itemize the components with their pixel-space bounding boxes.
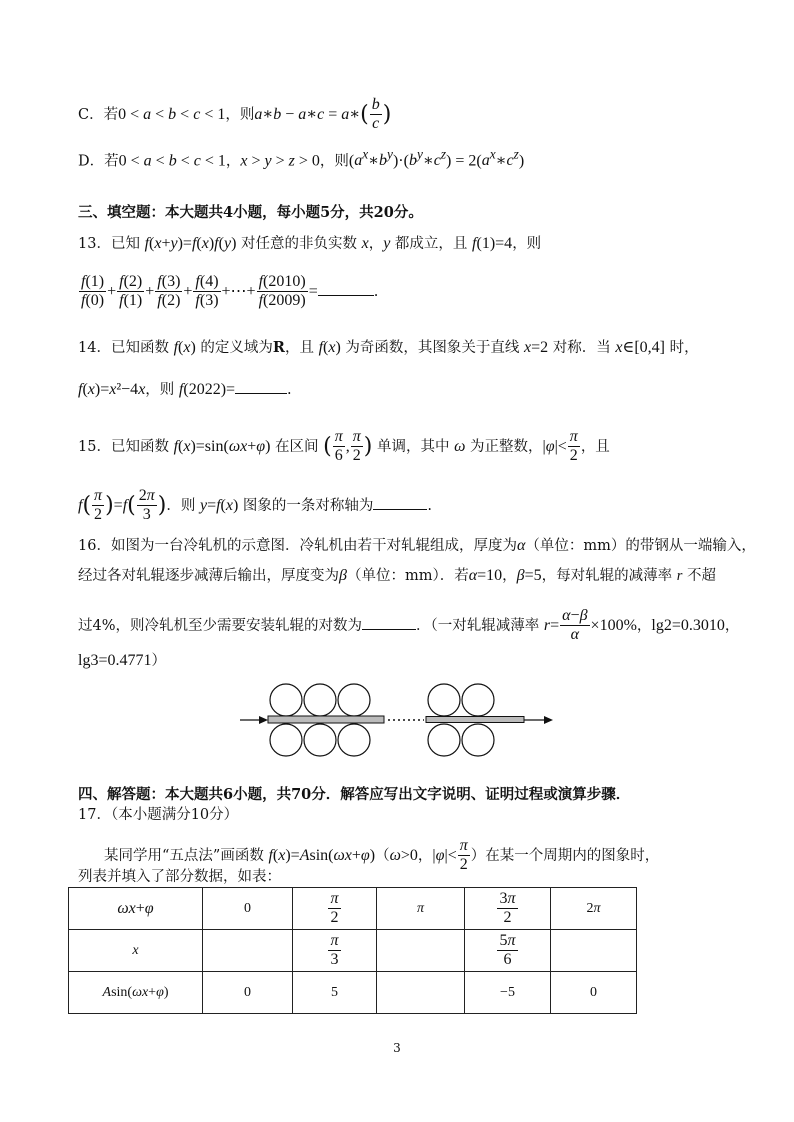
question-16-line-3: 过4%，则冷轧机至少需要安装轧辊的对数为 ．（一对轧辊减薄率 r= $\frac{\alpha-\beta}{\alpha}$ ×100%，lg2=0.3010， bbox=[78, 607, 740, 644]
table-cell: 0 bbox=[203, 888, 293, 930]
question-17-line-1: 某同学用“五点法”画函数 f(x)=Asin(ωx+φ)（ω>0，|φ|< $\frac{\pi}{2}$ ）在某一个周期内的图象时， bbox=[104, 837, 660, 874]
table-row bbox=[69, 930, 637, 972]
option-c: C．若0 < a < b < c < 1，则a∗b − a∗c = a∗( $\frac{b}{c}$ ) bbox=[78, 96, 392, 133]
table-cell: Asin(ωx+φ) bbox=[69, 972, 203, 1014]
table-cell: $\frac{\pi}{3}$ bbox=[293, 930, 377, 972]
question-13-line-2: $\frac{f(1)}{f(0)}$ + $\frac{f(2)}{f(1)}$ + $\frac{f(3)}{f(2)}$ + $\frac{f(4)}{f(3)}$ +⋯+ $\frac{f(2010)}{f(2009)}$ = . bbox=[81, 273, 379, 310]
five-point-table bbox=[68, 887, 637, 1014]
option-d: D．若0 < a < b < c < 1，x > y > z > 0，则$(a^x∗b^y)\cdot(b^y∗c^z)$ = $2(a^x∗c^z)$ bbox=[78, 147, 525, 170]
rolling-mill-diagram bbox=[238, 680, 558, 762]
table-cell: 0 bbox=[203, 972, 293, 1014]
roller-bottom-4 bbox=[428, 724, 460, 756]
table-cell: 5 bbox=[293, 972, 377, 1014]
question-15-line-1: 15．已知函数 f(x)=sin(ωx+φ) 在区间 ( $\frac{\pi}{6}$ , $\frac{\pi}{2}$ ) 单调，其中 ω 为正整数，|φ|< $\frac{\pi}{2}$ ，且 bbox=[78, 428, 610, 465]
table-row bbox=[69, 972, 637, 1014]
roller-bottom-3 bbox=[338, 724, 370, 756]
table-cell: $\frac{\pi}{2}$ bbox=[293, 888, 377, 930]
table-cell: ωx+φ bbox=[69, 888, 203, 930]
question-16-line-4: lg3=0.4771） bbox=[78, 652, 166, 669]
page-number: 3 bbox=[393, 1041, 401, 1055]
steel-strip-right bbox=[426, 717, 524, 723]
table-cell: −5 bbox=[465, 972, 551, 1014]
table-cell bbox=[377, 930, 465, 972]
table-cell: 2π bbox=[551, 888, 637, 930]
question-13-line-1: 13．已知 f(x+y)=f(x)f(y) 对任意的非负实数 x，y 都成立，且 f(1)=4，则 bbox=[78, 235, 542, 252]
question-14-line-1: 14．已知函数 f(x) 的定义域为R，且 f(x) 为奇函数，其图象关于直线 x=2 对称．当 x∈[0,4] 时， bbox=[78, 339, 699, 356]
section-3-header: 三、填空题：本大题共4小题，每小题5分，共20分。 bbox=[78, 204, 423, 221]
roller-top-2 bbox=[304, 684, 336, 716]
input-arrow-head bbox=[259, 716, 268, 724]
section-4-header: 四、解答题：本大题共6小题，共70分．解答应写出文字说明、证明过程或演算步骤． bbox=[78, 786, 631, 803]
table-cell bbox=[551, 930, 637, 972]
table-cell bbox=[377, 972, 465, 1014]
roller-bottom-5 bbox=[462, 724, 494, 756]
question-15-line-2: f( $\frac{\pi}{2}$ )=f( $\frac{2\pi}{3}$ )．则 y=f(x) 图象的一条对称轴为 . bbox=[78, 487, 433, 524]
question-16-line-1: 16．如图为一台冷轧机的示意图．冷轧机由若干对轧辊组成，厚度为α（单位：mm）的带钢从一端输入， bbox=[78, 537, 756, 554]
table-cell: $\frac{3\pi}{2}$ bbox=[465, 888, 551, 930]
table-row bbox=[69, 888, 637, 930]
roller-top-4 bbox=[428, 684, 460, 716]
roller-top-1 bbox=[270, 684, 302, 716]
question-14-line-2: f(x)=x²−4x，则 f(2022)= . bbox=[78, 381, 292, 398]
roller-top-5 bbox=[462, 684, 494, 716]
table-cell: 0 bbox=[551, 972, 637, 1014]
roller-bottom-2 bbox=[304, 724, 336, 756]
question-16-line-2: 经过各对轧辊逐步减薄后输出，厚度变为β（单位：mm）．若α=10，β=5，每对轧辊的减薄率 r 不超 bbox=[78, 567, 717, 584]
table-cell: x bbox=[69, 930, 203, 972]
table-cell: π bbox=[377, 888, 465, 930]
table-cell bbox=[203, 930, 293, 972]
table-cell: $\frac{5\pi}{6}$ bbox=[465, 930, 551, 972]
question-17-line-2: 列表并填入了部分数据，如表： bbox=[78, 869, 281, 885]
output-arrow-head bbox=[544, 716, 553, 724]
roller-top-3 bbox=[338, 684, 370, 716]
question-17-title: 17．（本小题满分10分） bbox=[78, 807, 239, 823]
steel-strip-left bbox=[268, 716, 384, 723]
roller-bottom-1 bbox=[270, 724, 302, 756]
